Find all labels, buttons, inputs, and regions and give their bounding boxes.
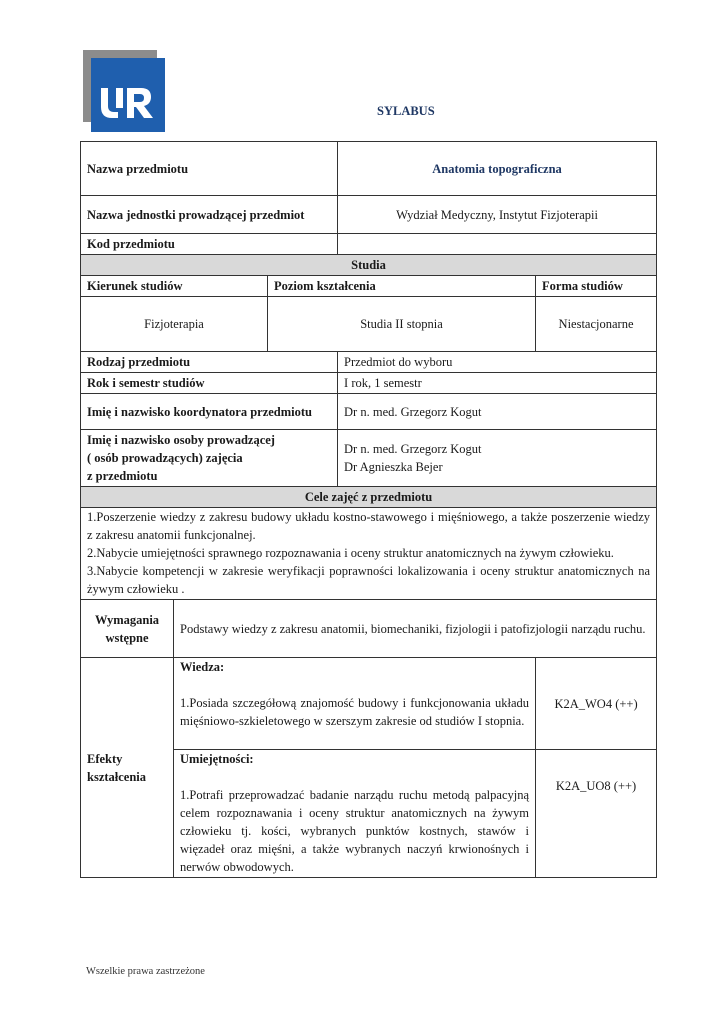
footer-rights: Wszelkie prawa zastrzeżone <box>86 966 205 977</box>
university-logo <box>83 50 165 132</box>
subject-label: Nazwa przedmiotu <box>81 142 338 196</box>
teachers-label-line2: ( osób prowadzących) zajęcia <box>87 451 243 465</box>
teachers-value <box>338 430 657 487</box>
syllabus-table <box>80 141 657 878</box>
page-title: SYLABUS <box>377 104 435 118</box>
goals-title: Cele zajęć z przedmiotu <box>81 487 657 508</box>
teachers-row <box>81 430 657 487</box>
code-label: Kod przedmiotu <box>81 234 338 255</box>
studies-header-level: Poziom kształcenia <box>268 276 536 297</box>
goal-item-2: 2.Nabycie umiejętności sprawnego rozpoznawania i oceny struktur anatomicznych na żywym człowieku. <box>87 546 614 560</box>
studies-section-header <box>81 255 657 276</box>
goal-item-3: 3.Nabycie kompetencji w zakresie weryfikacji poprawności lokalizowania i oceny struktur anatomicznych na żywym człowieku . <box>87 564 651 596</box>
unit-label: Nazwa jednostki prowadzącej przedmiot <box>81 196 338 234</box>
subject-row <box>81 142 657 196</box>
studies-value-level: Studia II stopnia <box>268 297 536 352</box>
prereq-label <box>81 600 174 658</box>
outcomes-label-line1: Efekty <box>87 751 123 766</box>
code-row <box>81 234 657 255</box>
skills-code: K2A_UO8 (++) <box>536 750 657 878</box>
studies-header-direction: Kierunek studiów <box>81 276 268 297</box>
knowledge-text: 1.Posiada szczegółową znajomość budowy i funkcjonowania układu mięśniowo-szkieletowego w szerszym zakresie od studiów I stopnia. <box>180 696 530 728</box>
teachers-label-line1: Imię i nazwisko osoby prowadzącej <box>87 433 275 447</box>
type-row <box>81 352 657 373</box>
teachers-label <box>81 430 338 487</box>
knowledge-cell <box>174 658 536 750</box>
skills-cell <box>174 750 536 878</box>
studies-value-direction: Fizjoterapia <box>81 297 268 352</box>
studies-headers-row <box>81 276 657 297</box>
ur-logo-icon <box>83 50 165 132</box>
type-value: Przedmiot do wyboru <box>338 352 657 373</box>
studies-title: Studia <box>81 255 657 276</box>
teacher-name-2: Dr Agnieszka Bejer <box>344 460 443 474</box>
unit-row <box>81 196 657 234</box>
coordinator-row <box>81 394 657 430</box>
goal-item-1: 1.Poszerzenie wiedzy z zakresu budowy układu kostno-stawowego i mięśniowego, a także poszerzenie wiedzy z zakresu anatomii funkcjonalnej. <box>87 510 651 542</box>
prereq-label-line1: Wymagania <box>94 612 160 627</box>
studies-values-row <box>81 297 657 352</box>
year-row <box>81 373 657 394</box>
type-label: Rodzaj przedmiotu <box>81 352 338 373</box>
unit-value: Wydział Medyczny, Instytut Fizjoterapii <box>338 196 657 234</box>
goals-section-header <box>81 487 657 508</box>
skills-text: 1.Potrafi przeprowadzać badanie narządu ruchu metodą palpacyjną celem rozpoznawania i oceny struktur anatomicznych na żywym człowieku tj. kości, wybranych punktów kostnych, stawów i więzadeł oraz mięśni, a także wybranych naczyń krwionośnych i nerwów obwodowych. <box>180 788 530 874</box>
knowledge-code: K2A_WO4 (++) <box>536 658 657 750</box>
prereq-label-line2: wstępne <box>105 630 149 645</box>
code-value <box>338 234 657 255</box>
prereq-text: Podstawy wiedzy z zakresu anatomii, biomechaniki, fizjologii i patofizjologii narządu ruchu. <box>174 600 657 658</box>
coordinator-value: Dr n. med. Grzegorz Kogut <box>338 394 657 430</box>
year-label: Rok i semestr studiów <box>81 373 338 394</box>
prereq-row <box>81 600 657 658</box>
knowledge-heading: Wiedza: <box>180 660 225 674</box>
studies-header-form: Forma studiów <box>536 276 657 297</box>
skills-heading: Umiejętności: <box>180 752 254 766</box>
goals-row <box>81 508 657 600</box>
subject-value: Anatomia topograficzna <box>338 142 657 196</box>
outcomes-label-line2: kształcenia <box>87 769 147 784</box>
coordinator-label: Imię i nazwisko koordynatora przedmiotu <box>81 394 338 430</box>
outcomes-knowledge-row <box>81 658 657 750</box>
teacher-name-1: Dr n. med. Grzegorz Kogut <box>344 442 482 456</box>
goals-list <box>81 508 657 600</box>
teachers-label-line3: z przedmiotu <box>87 469 158 483</box>
outcomes-label <box>81 658 174 878</box>
studies-value-form: Niestacjonarne <box>536 297 657 352</box>
year-value: I rok, 1 semestr <box>338 373 657 394</box>
